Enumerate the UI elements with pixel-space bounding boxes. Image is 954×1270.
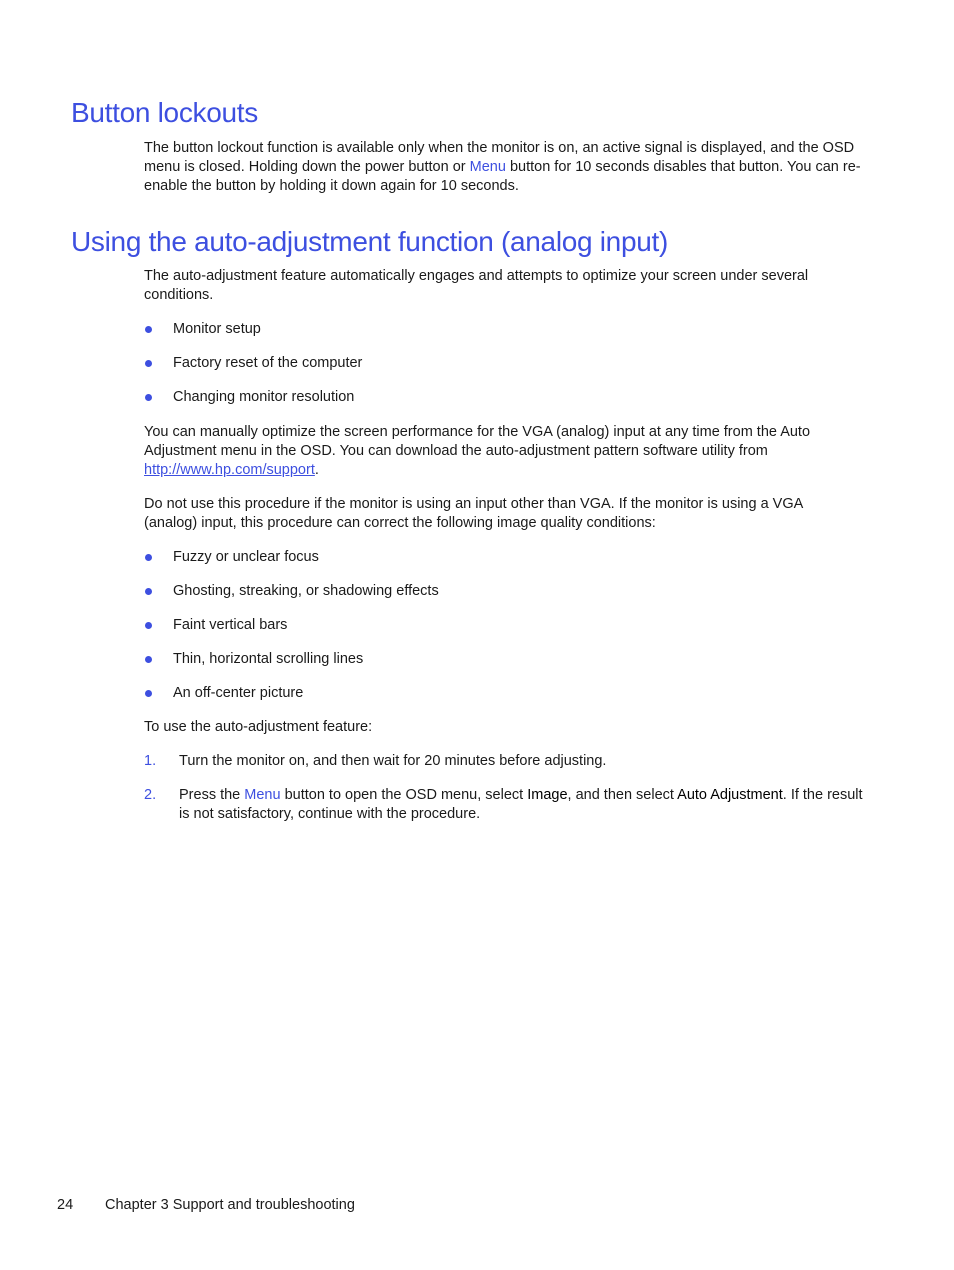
- bullet-icon: [145, 622, 152, 629]
- auto-adjustment-term: Auto Adjustment: [677, 787, 783, 803]
- vga-procedure-paragraph: Do not use this procedure if the monitor is using an input other than VGA. If the monitor is using a VGA (analog) input, this procedure can correct the following image quality conditions:: [144, 496, 803, 531]
- step-number: 2.: [144, 787, 157, 803]
- bullet-icon: [145, 326, 152, 333]
- heading-button-lockouts: Button lockouts: [71, 97, 258, 128]
- bullet-icon: [145, 656, 152, 663]
- chapter-title: Chapter 3 Support and troubleshooting: [105, 1197, 355, 1213]
- document-page: Button lockouts The button lockout function is available only when the monitor is on, an active signal is displayed, and the OSD menu is closed. Holding down the power button or Menu button for 10 seconds disables that button. You can re-enable the button by holding it down again for 10 seconds. Using the auto-adjustment function (analog input) The auto-adjustment feature automatically engages and attempts to optimize your screen under several conditions. Monitor setup Factory reset of the computer Changing monitor resolution You can manually optimize the screen performance for the VGA (analog) input at any time from the Auto Adjustment menu in the OSD. You can download the auto-adjustment pattern software utility from http://www.hp.com/support. Do not use this procedure if the monitor is using an input other than VGA. If the monitor is using a VGA (analog) input, this procedure can correct the following image quality conditions: Fuzzy or unclear focus Ghosting, streaking, or shadowing effects Faint vertical bars Thin, horizontal scrolling lines An off-center picture To use the auto-adjustment feature: 1. Turn the monitor on, and then wait for 20 minutes before adjusting. 2. Press the Menu button to open the OSD menu, select Image, and then select Auto Adjustment. If the result is not satisfactory, continue with the procedure. 24 Chapter 3 Support and troubleshooting: [0, 0, 954, 1270]
- heading-auto-adjustment: Using the auto-adjustment function (analog input): [71, 226, 669, 257]
- hp-support-link[interactable]: http://www.hp.com/support: [144, 462, 315, 478]
- bullet-icon: [145, 360, 152, 367]
- bullet-icon: [145, 690, 152, 697]
- bullet-icon: [145, 394, 152, 401]
- lockout-paragraph: The button lockout function is available only when the monitor is on, an active signal is displayed, and the OSD menu is closed. Holding down the power button or Menu button for 10 seconds disables that button. You can re-enable the button by holding it down again for 10 seconds.: [144, 140, 861, 194]
- manual-optimize-paragraph: You can manually optimize the screen performance for the VGA (analog) input at any time from the Auto Adjustment menu in the OSD. You can download the auto-adjustment pattern software utility from http://www.hp.com/support.: [144, 424, 811, 478]
- bullet-icon: [145, 554, 152, 561]
- page-number: 24: [57, 1197, 74, 1213]
- use-feature-paragraph: To use the auto-adjustment feature:: [144, 719, 373, 735]
- menu-term: Menu: [244, 787, 281, 803]
- step-number: 1.: [144, 753, 157, 769]
- auto-adjust-intro: The auto-adjustment feature automatically engages and attempts to optimize your screen under several conditions.: [144, 268, 809, 303]
- image-term: Image: [527, 787, 568, 803]
- menu-term: Menu: [469, 159, 506, 175]
- bullet-icon: [145, 588, 152, 595]
